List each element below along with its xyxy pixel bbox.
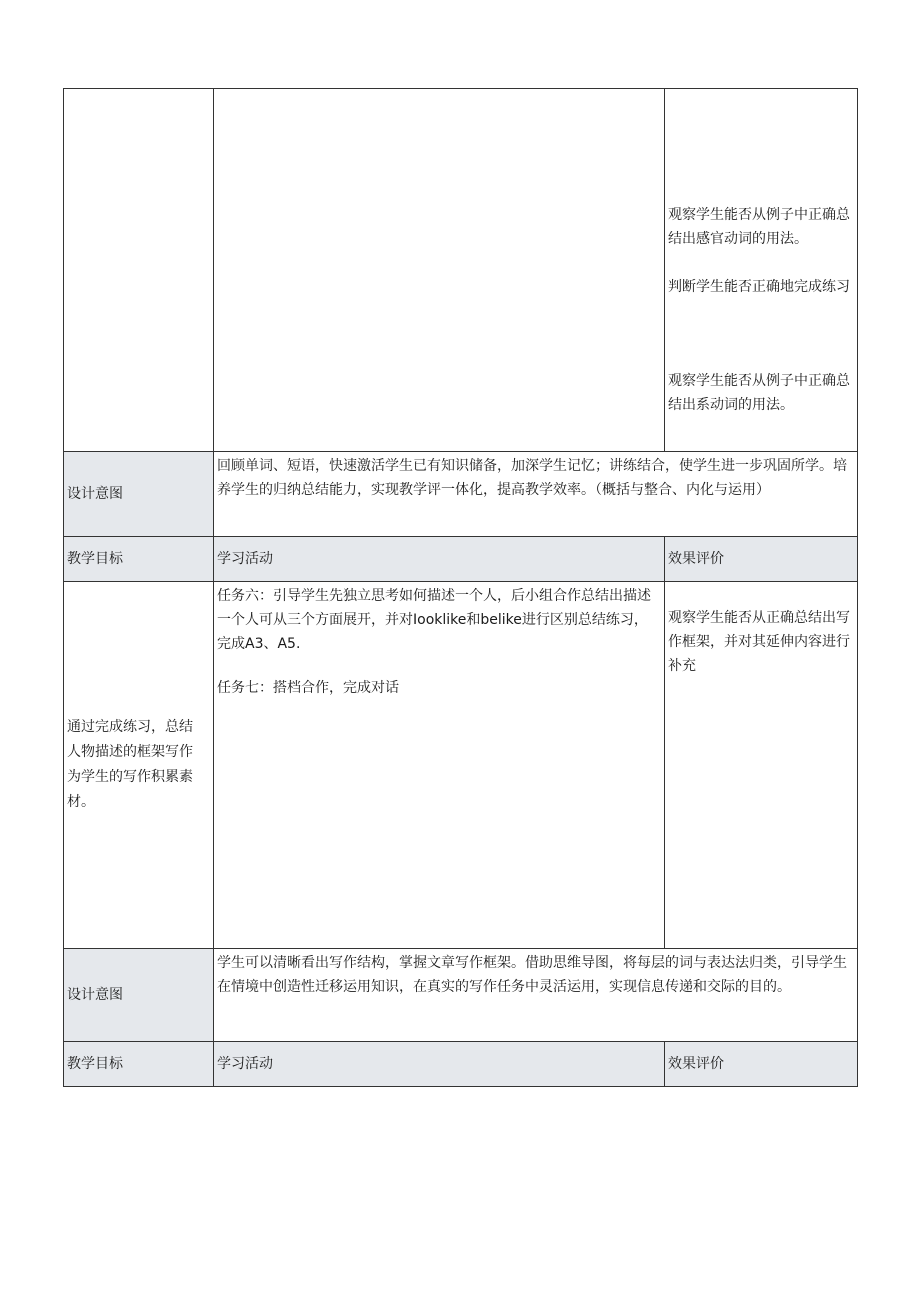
evaluation-cell <box>665 89 858 452</box>
evaluation-exercise: 判断学生能否正确地完成练习 <box>668 279 850 295</box>
table-row <box>64 89 858 452</box>
table-row <box>64 452 858 537</box>
header-objective: 教学目标 <box>64 537 214 582</box>
activity-cell <box>214 582 665 949</box>
activity-cell <box>214 89 665 452</box>
evaluation-sense-verbs: 观察学生能否从例子中正确总结出感官动词的用法。 <box>668 207 850 247</box>
objective-cell: 通过完成练习，总结人物描述的框架写作为学生的写作积累素材。 <box>64 582 214 949</box>
task-six: 任务六：引导学生先独立思考如何描述一个人，后小组合作总结出描述一个人可从三个方面展开，并对Iooklike和belike进行区别总结练习，完成A3、A5. <box>217 588 651 652</box>
header-evaluation: 效果评价 <box>665 537 858 582</box>
header-evaluation: 效果评价 <box>665 1042 858 1087</box>
design-intent-text: 回顾单词、短语，快速激活学生已有知识储备，加深学生记忆；讲练结合，使学生进一步巩固所学。培养学生的归纳总结能力，实现教学评一体化，提高教学效率。（概括与整合、内化与运用） <box>214 452 858 537</box>
table-row <box>64 949 858 1042</box>
task-seven: 任务七：搭档合作，完成对话 <box>217 680 399 696</box>
design-intent-label: 设计意图 <box>64 452 214 537</box>
lesson-plan-table <box>63 88 858 1087</box>
evaluation-writing-frame: 观察学生能否从正确总结出写作框架，并对其延伸内容进行补充 <box>668 610 850 674</box>
header-objective: 教学目标 <box>64 1042 214 1087</box>
design-intent-text: 学生可以清晰看出写作结构，掌握文章写作框架。借助思维导图，将每层的词与表达法归类，引导学生在情境中创造性迁移运用知识，在真实的写作任务中灵活运用，实现信息传递和交际的目的。 <box>214 949 858 1042</box>
evaluation-linking-verbs: 观察学生能否从例子中正确总结出系动词的用法。 <box>668 373 850 413</box>
header-activity: 学习活动 <box>214 1042 665 1087</box>
header-activity: 学习活动 <box>214 537 665 582</box>
table-row <box>64 582 858 949</box>
table-row <box>64 537 858 582</box>
evaluation-cell <box>665 582 858 949</box>
design-intent-label: 设计意图 <box>64 949 214 1042</box>
table-row <box>64 1042 858 1087</box>
objective-cell <box>64 89 214 452</box>
